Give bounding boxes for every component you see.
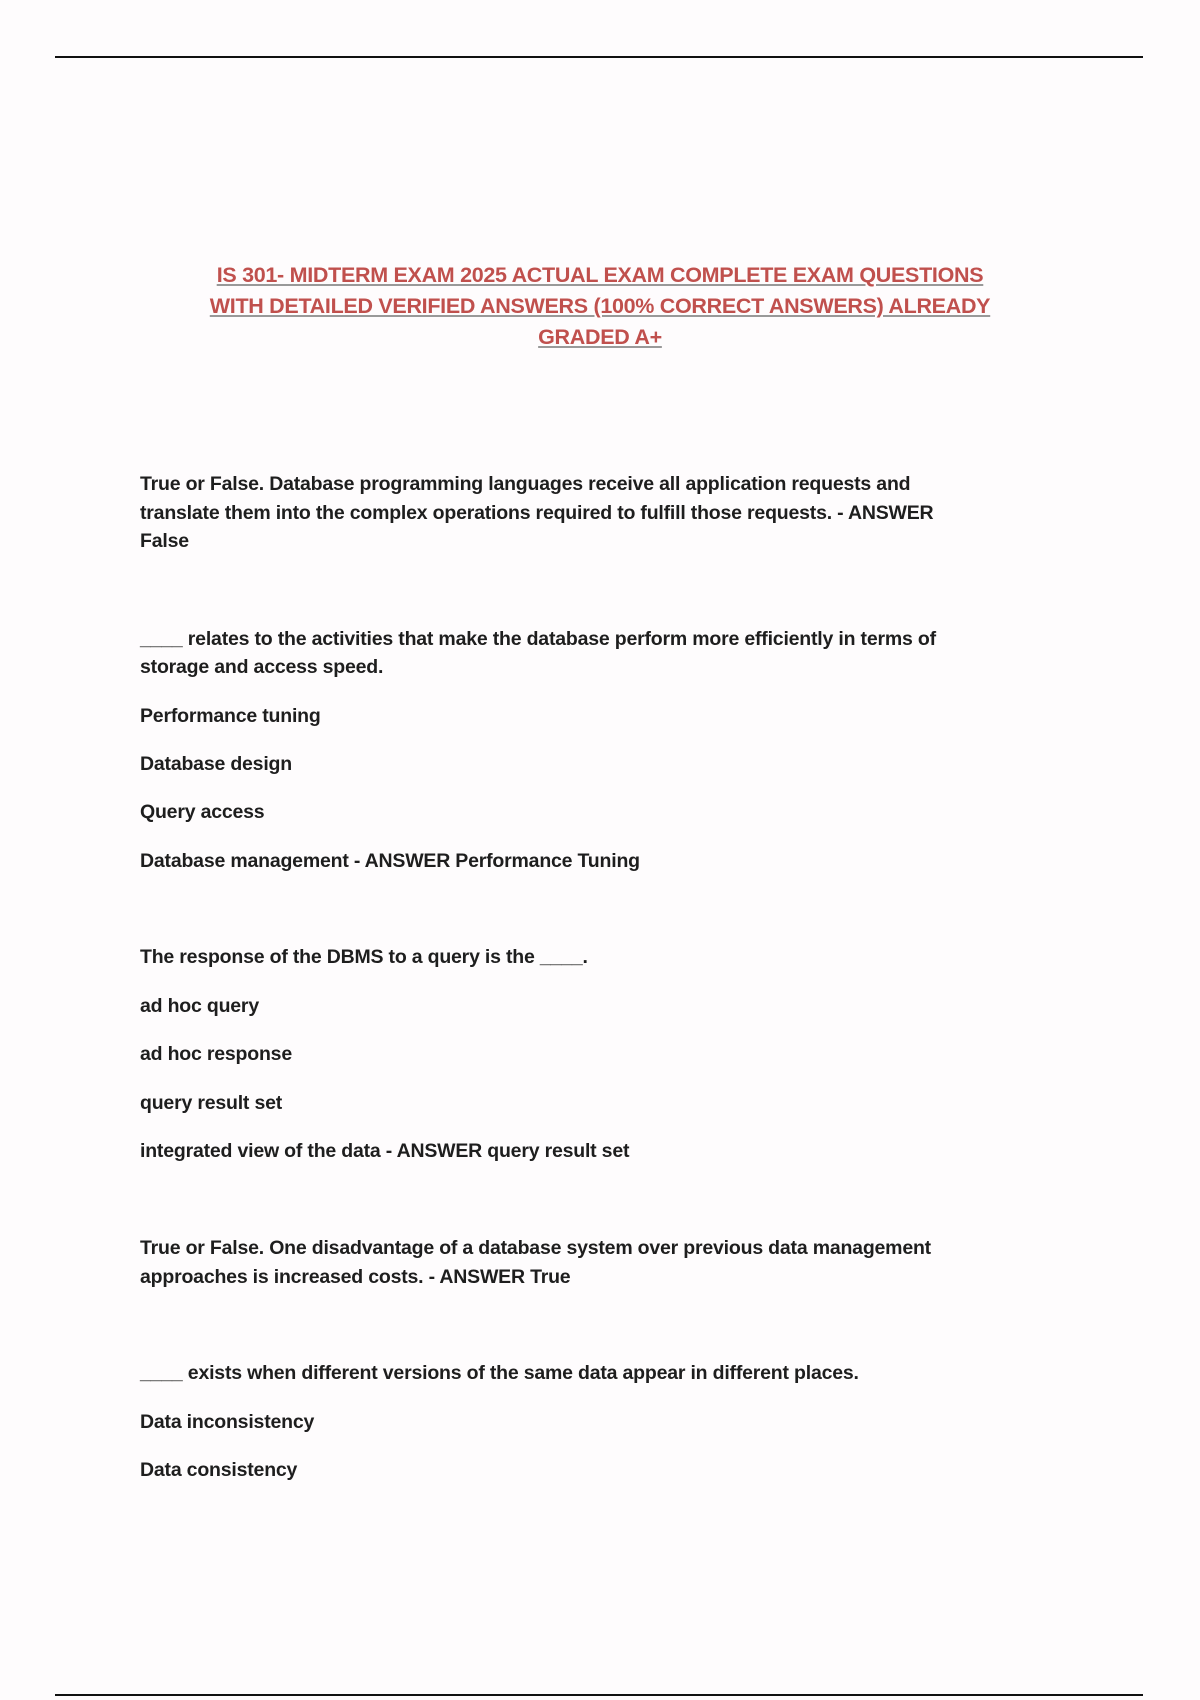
question-4-text: approaches is increased costs. - ANSWER True xyxy=(140,1266,571,1288)
document-title-line: GRADED A+ xyxy=(538,325,662,349)
question-3-text: The response of the DBMS to a query is the ____. xyxy=(140,946,588,968)
question-2-text: ____ relates to the activities that make the database perform more efficiently in terms of xyxy=(140,628,936,650)
document-title-line: WITH DETAILED VERIFIED ANSWERS (100% CORRECT ANSWERS) ALREADY xyxy=(209,294,991,318)
top-rule xyxy=(55,56,1143,58)
question-3-option: query result set xyxy=(140,1092,283,1114)
question-3-option: integrated view of the data - ANSWER query result set xyxy=(140,1140,630,1162)
question-2-option: Database design xyxy=(140,753,292,775)
question-1-text: False xyxy=(140,530,189,552)
question-2-option: Performance tuning xyxy=(140,705,321,727)
question-2-text: storage and access speed. xyxy=(140,656,384,678)
bottom-rule xyxy=(55,1694,1143,1696)
question-5-text: ____ exists when different versions of the same data appear in different places. xyxy=(140,1362,859,1384)
question-5-option: Data inconsistency xyxy=(140,1411,315,1433)
question-2-option: Query access xyxy=(140,801,265,823)
question-3-option: ad hoc response xyxy=(140,1043,292,1065)
question-5-option: Data consistency xyxy=(140,1459,298,1481)
question-1-text: translate them into the complex operations required to fulfill those requests. - ANSWER xyxy=(140,502,934,524)
question-2-option: Database management - ANSWER Performance Tuning xyxy=(140,850,640,872)
question-3-option: ad hoc query xyxy=(140,995,259,1017)
question-1-text: True or False. Database programming languages receive all application requests and xyxy=(140,473,911,495)
document-title-line: IS 301- MIDTERM EXAM 2025 ACTUAL EXAM COMPLETE EXAM QUESTIONS xyxy=(216,263,984,287)
question-4-text: True or False. One disadvantage of a database system over previous data management xyxy=(140,1237,931,1259)
